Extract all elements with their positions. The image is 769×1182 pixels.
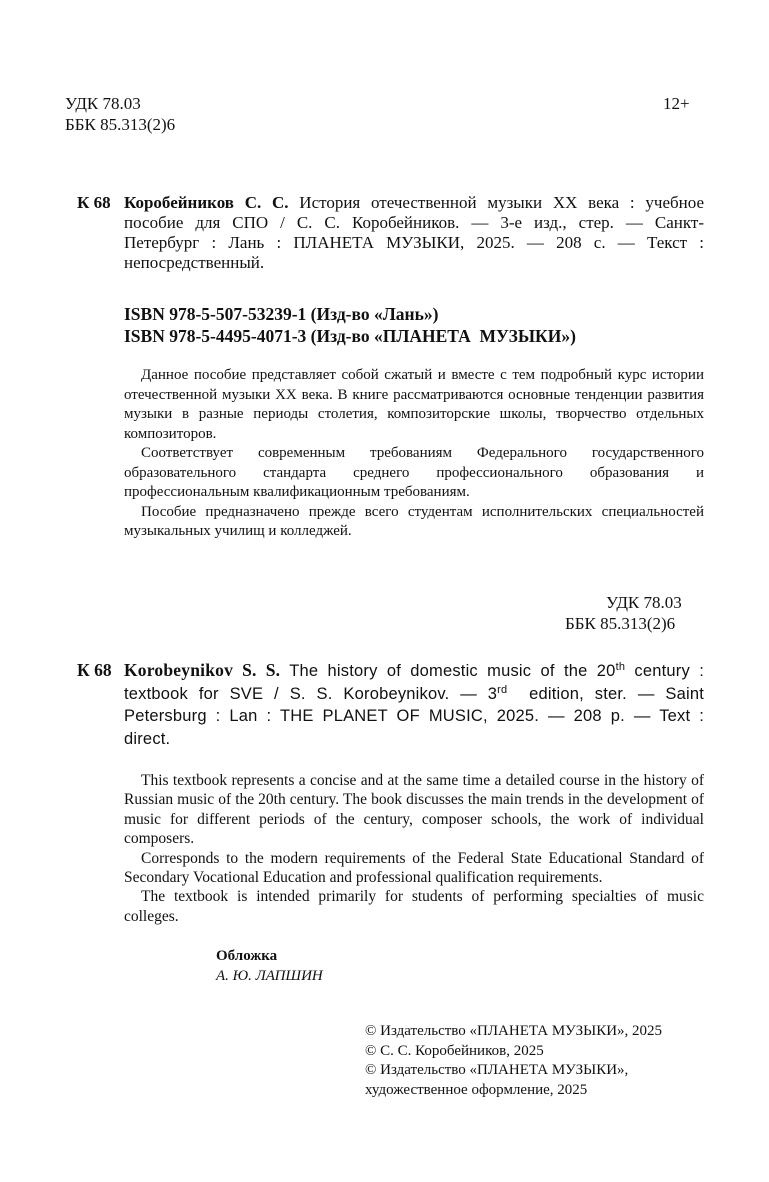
ru-record-line-3: Петербург : Лань : ПЛАНЕТА МУЗЫКИ, 2025. — 208 с. — Текст : — [124, 233, 704, 252]
ru-annotation-paragraph: Данное пособие представляет собой сжатый и вместе с тем подробный курс истории отечественной музыки ХХ века. В книге рассматриваются основные тенденции развития музыки в разные периоды столетия, композиторские школы, творчество отдельных композиторов. — [124, 367, 704, 442]
age-rating: 12+ — [663, 94, 690, 113]
en-record-line-2-sup: rd — [497, 683, 508, 696]
isbn-lan: ISBN 978-5-507-53239-1 (Изд-во «Лань») — [124, 304, 439, 324]
en-record-title-end: century : — [625, 662, 704, 680]
ru-record-code: К 68 — [77, 193, 111, 212]
ru-record — [124, 193, 704, 273]
en-record-line-2: textbook for SVE / S. S. Korobeynikov. — 3 — [124, 684, 498, 703]
bbk-header: ББК 85.313(2)6 — [65, 115, 176, 134]
en-annotation-paragraph: This textbook represents a concise and at the same time a detailed course in the history of Russian music of the 20th century. The book discusses the main trends in the development of music for different periods of the century, composer schools, the work of individual composers. — [124, 772, 704, 848]
udk-repeat: УДК 78.03 — [606, 593, 682, 612]
ru-annotation — [124, 366, 704, 542]
copyright-line: © Издательство «ПЛАНЕТА МУЗЫКИ», 2025 — [365, 1023, 663, 1039]
en-record-code: К 68 — [77, 660, 112, 680]
ru-record-line-1: История отечественной музыки ХХ века : учебное — [299, 193, 704, 212]
cover-label: Обложка — [216, 948, 278, 964]
en-annotation — [124, 771, 704, 926]
cover-artist: А. Ю. ЛАПШИН — [216, 968, 323, 984]
ru-record-line-4: непосредственный. — [124, 253, 265, 272]
isbn-planet: ISBN 978-5-4495-4071-3 (Изд-во «ПЛАНЕТА МУЗЫКИ») — [124, 326, 576, 346]
copyright-line: © С. С. Коробейников, 2025 — [365, 1042, 544, 1059]
en-record — [124, 659, 704, 750]
copyright-line: © Издательство «ПЛАНЕТА МУЗЫКИ», — [365, 1062, 629, 1078]
copyright-block — [365, 1022, 662, 1100]
en-annotation-paragraph: The textbook is intended primarily for students of performing specialties of music colleges. — [124, 888, 704, 925]
ru-record-line-2: пособие для СПО / С. С. Коробейников. — 3-е изд., стер. — Санкт- — [124, 213, 704, 232]
en-record-title: The history of domestic music of the 20 — [289, 662, 616, 680]
en-record-line-3: Petersburg : Lan : THE PLANET OF MUSIC, 2025. — 208 p. — Text : — [124, 707, 704, 725]
copyright-line: художественное оформление, 2025 — [365, 1081, 588, 1098]
en-record-author: Korobeynikov S. S. — [124, 660, 281, 680]
ru-record-author: Коробейников С. С. — [124, 193, 289, 212]
ru-annotation-paragraph: Пособие предназначено прежде всего студентам исполнительских специальностей музыкальных училищ и колледжей. — [124, 503, 704, 539]
ru-annotation-paragraph: Соответствует современным требованиям Федерального государственного образовательного стандарта среднего профессионального образования и профессиональным квалификационным требованиям. — [124, 445, 704, 500]
en-record-title-sup: th — [615, 661, 626, 673]
en-record-line-2-end: edition, ster. — Saint — [507, 684, 704, 703]
bbk-repeat: ББК 85.313(2)6 — [565, 614, 676, 633]
udk-header: УДК 78.03 — [65, 94, 141, 113]
en-record-line-4: direct. — [124, 729, 171, 748]
en-annotation-paragraph: Corresponds to the modern requirements of the Federal State Educational Standard of Secondary Vocational Education and professional qualification requirements. — [124, 849, 704, 887]
